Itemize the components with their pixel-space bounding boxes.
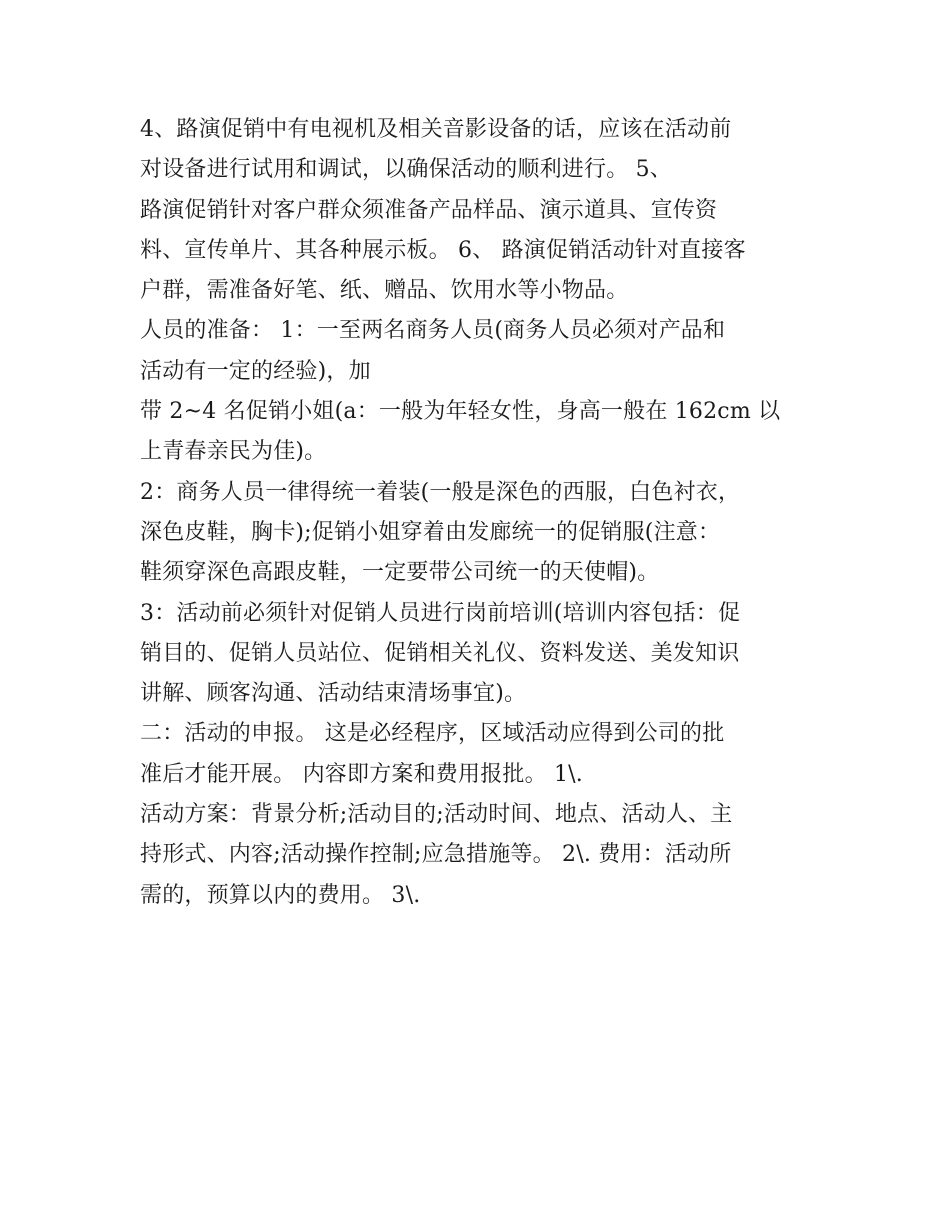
- text-line: 3：活动前必须针对促销人员进行岗前培训(培训内容包括：促: [140, 600, 741, 626]
- text-line: 户群，需准备好笔、纸、赠品、饮用水等小物品。: [140, 278, 629, 304]
- text-line: 活动有一定的经验)，加: [140, 358, 371, 384]
- text-line: 准后才能开展。 内容即方案和费用报批。 1\.: [140, 761, 583, 787]
- text-line: 持形式、内容;活动操作控制;应急措施等。 2\. 费用：活动所: [140, 842, 732, 868]
- text-line: 二：活动的申报。 这是必经程序，区域活动应得到公司的批: [140, 721, 725, 747]
- text-line: 对设备进行试用和调试，以确保活动的顺利进行。 5、: [140, 157, 672, 183]
- text-line: 需的，预算以内的费用。 3\.: [140, 882, 421, 908]
- text-line: 上青春亲民为佳)。: [140, 439, 327, 465]
- text-line: 活动方案：背景分析;活动目的;活动时间、地点、活动人、主: [140, 802, 733, 828]
- text-line: 销目的、促销人员站位、促销相关礼仪、资料发送、美发知识: [140, 640, 740, 666]
- text-line: 料、宣传单片、其各种展示板。 6、 路演促销活动针对直接客: [140, 237, 746, 263]
- text-line: 带 2~4 名促销小姐(a：一般为年轻女性，身高一般在 162cm 以: [140, 399, 781, 425]
- text-line: 4、路演促销中有电视机及相关音影设备的话，应该在活动前: [140, 117, 732, 142]
- text-line: 讲解、顾客沟通、活动结束清场事宜)。: [140, 681, 527, 707]
- text-line: 路演促销针对客户群众须准备产品样品、演示道具、宣传资: [140, 197, 718, 223]
- text-line: 2：商务人员一律得统一着装(一般是深色的西服，白色衬衣，: [140, 479, 741, 505]
- text-line: 深色皮鞋，胸卡);促销小姐穿着由发廊统一的促销服(注意：: [140, 519, 721, 545]
- text-line: 人员的准备： 1：一至两名商务人员(商务人员必须对产品和: [140, 318, 726, 344]
- document-body: [140, 110, 820, 916]
- text-line: 鞋须穿深色高跟皮鞋，一定要带公司统一的天使帽)。: [140, 560, 660, 586]
